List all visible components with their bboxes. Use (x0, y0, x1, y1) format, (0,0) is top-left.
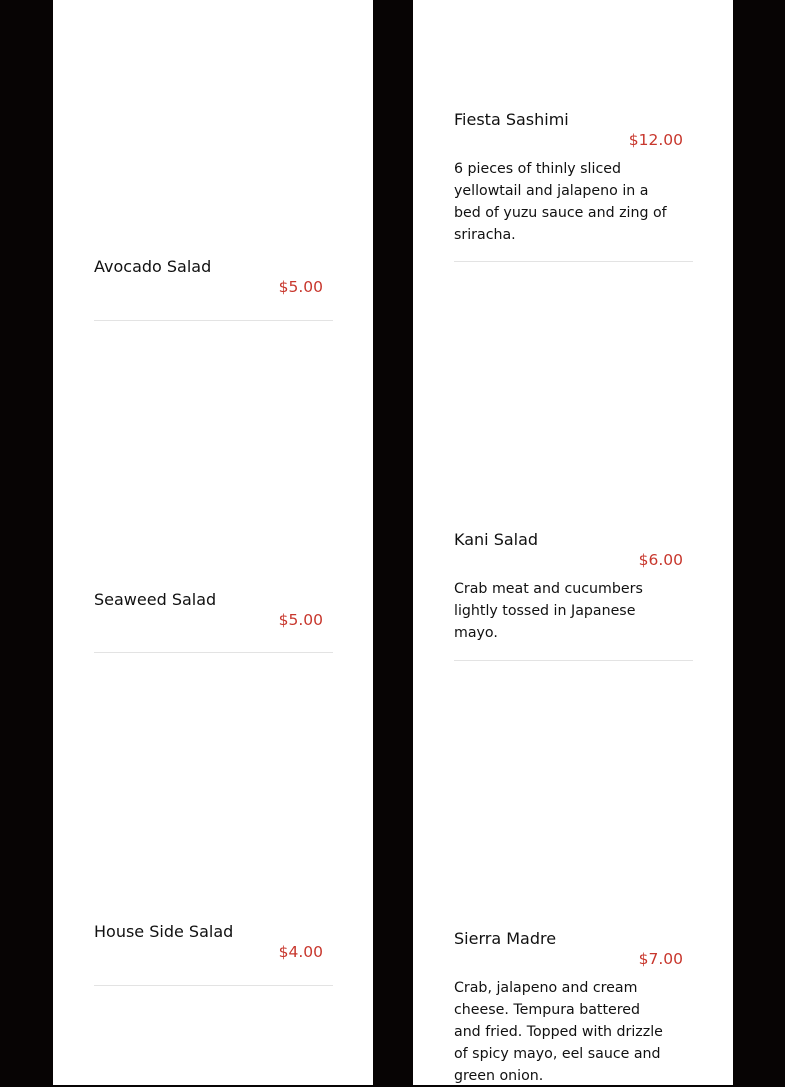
menu-item-description: 6 pieces of thinly sliced yellowtail and jalapeno in a bed of yuzu sauce and zing of sriracha. (454, 161, 667, 243)
menu-item-price: $6.00 (638, 551, 683, 569)
menu-item-description: Crab meat and cucumbers lightly tossed in Japanese mayo. (454, 581, 643, 641)
menu-item-divider (94, 320, 333, 321)
menu-column-right (413, 0, 733, 1085)
menu-item-divider (94, 652, 333, 653)
menu-item-name: Kani Salad (454, 530, 539, 549)
menu-item-divider (454, 660, 693, 661)
menu-item-name: Fiesta Sashimi (454, 110, 569, 129)
menu-item-price: $4.00 (278, 943, 323, 961)
menu-item-description: Crab, jalapeno and cream cheese. Tempura battered and fried. Topped with drizzle of spicy mayo, eel sauce and green onion. (454, 980, 663, 1084)
menu-item-name: Sierra Madre (454, 929, 557, 948)
menu-column-left (53, 0, 373, 1085)
menu-item-name: Avocado Salad (94, 257, 212, 276)
menu-item-name: Seaweed Salad (94, 590, 217, 609)
menu-item-divider (94, 985, 333, 986)
menu-item-price: $7.00 (638, 950, 683, 968)
menu-item-divider (454, 261, 693, 262)
menu-item-price: $12.00 (628, 131, 683, 149)
menu-item-price: $5.00 (278, 278, 323, 296)
menu-item-name: House Side Salad (94, 922, 234, 941)
menu-item-price: $5.00 (278, 611, 323, 629)
